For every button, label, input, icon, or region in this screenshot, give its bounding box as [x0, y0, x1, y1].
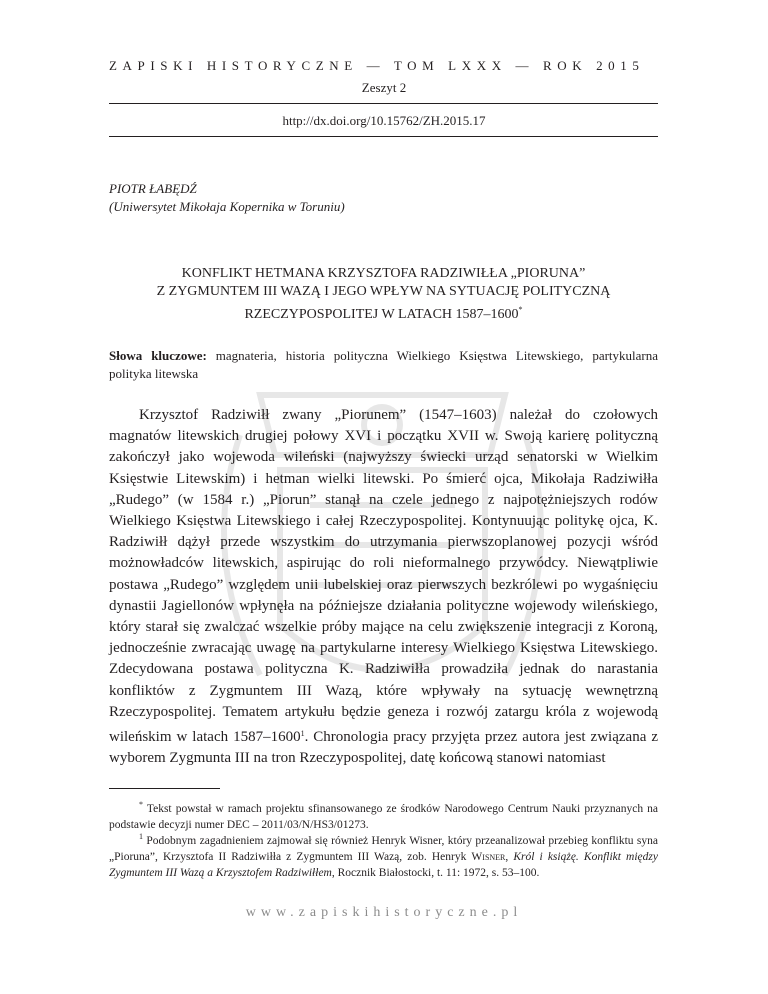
footnote-1-text-a: Podobnym zagadnieniem zajmował się również Henryk Wisner, który przeanalizował przebieg konfliktu syna „Pioruna”, Krzysztofa II Radziwiłła z Zygmuntem III Wazą, zob. Henryk: [109, 835, 659, 863]
body-paragraph: [109, 405, 658, 769]
footnote-1-sep: ,: [505, 851, 514, 863]
journal-header: ZAPISKI HISTORYCZNE — TOM LXXX — ROK 2015: [109, 58, 645, 73]
footnote-ref-1[interactable]: 1: [300, 729, 305, 739]
keywords-text: magnateria, historia polityczna Wielkiego Księstwa Litewskiego, partykularna polityka litewska: [109, 348, 659, 381]
footnote-1: [109, 829, 658, 881]
doi-rule: [109, 136, 658, 137]
title-line-2: Z ZYGMUNTEM III WAZĄ I JEGO WPŁYW NA SYTUACJĘ POLITYCZNĄ: [156, 284, 611, 299]
footnote-rule: [109, 788, 220, 789]
author-affiliation: (Uniwersytet Mikołaja Kopernika w Toruniu): [109, 199, 345, 214]
footnote-1-mark: 1: [139, 832, 143, 841]
keywords-label: Słowa kluczowe:: [109, 348, 207, 363]
footnote-1-text-b: , Rocznik Białostocki, t. 11: 1972, s. 53–100.: [331, 867, 540, 879]
author-name: PIOTR ŁABĘDŹ: [109, 181, 197, 196]
header-rule: [109, 103, 658, 104]
title-footnote-mark: *: [518, 305, 523, 314]
keywords: [109, 347, 658, 383]
title-line-1: KONFLIKT HETMANA KRZYSZTOFA RADZIWIŁŁA „PIORUNA”: [181, 266, 586, 281]
footnote-star: [109, 797, 658, 833]
doi-link[interactable]: http://dx.doi.org/10.15762/ZH.2015.17: [282, 113, 486, 128]
title-line-3: RZECZYPOSPOLITEJ W LATACH 1587–1600: [244, 307, 519, 322]
website-footer[interactable]: www.zapiskihistoryczne.pl: [245, 905, 523, 920]
author-block: [109, 180, 345, 216]
body-text-part-2: . Chronologia pracy przyjęta przez autora jest związana z wyborem Zygmunta III na tron Rzeczypospolitej, datę końcową stanowi natomiast: [109, 729, 658, 767]
footnote-1-author: Wisner: [471, 851, 506, 863]
footnote-star-mark: *: [139, 800, 143, 809]
issue-label: Zeszyt 2: [361, 80, 407, 95]
body-text-part-1: Krzysztof Radziwiłł zwany „Piorunem” (1547–1603) należał do czołowych magnatów litewskich drugiej połowy XVI i początku XVII w. Swoją karierę polityczną zakończył jako wojewoda wileński (najwyższy świecki urząd senatorski w Wielkim Księstwie Litewskim) i hetman wielki litewski. Po śmierć ojca, Mikołaja Radziwiłła „Rudego” (w 1584 r.) „Piorun” stanął na czele jednego z najpotężniejszych rodów Wielkiego Księstwa Litewskiego i całej Rzeczypospolitej. Kontynuując politykę ojca, K. Radziwiłł dążył przede wszystkim do utrzymania pierwszoplanowej pozycji wśród możnowładców litewskich, aspirując do roli nieformalnego przywódcy. Niewątpliwie postawa „Rudego” względem unii lubelskiej oraz pierwszych bezkrólewi po wygaśnięciu dynastii Jagiellonów wpłynęła na późniejsze działania polityczne wojewody wileńskiego, który starał się zwalczać wszelkie próby mające na celu zwiększenie integracji z Koroną, jednocześnie zwracając uwagę na partykularne interesy Wielkiego Księstwa Litewskiego. Zdecydowana postawa polityczna K. Radziwiłła prowadziła jednak do narastania konfliktów z Zygmuntem III Wazą, które wpływały na sytuację wewnętrzną Rzeczypospolitej. Tematem artykułu będzie geneza i rozwój zatargu króla z wojewodą wileńskim w latach 1587–1600: [109, 407, 658, 746]
article-title: [109, 265, 658, 324]
footnote-1-title: Król i książę. Konflikt między Zygmuntem III Wazą a Krzysztofem Radziwiłłem: [109, 851, 658, 879]
footnote-star-text: Tekst powstał w ramach projektu sfinansowanego ze środków Narodowego Centrum Nauki przyznanych na podstawie decyzji numer DEC – 2011/03/N/HS3/01273.: [109, 803, 659, 831]
